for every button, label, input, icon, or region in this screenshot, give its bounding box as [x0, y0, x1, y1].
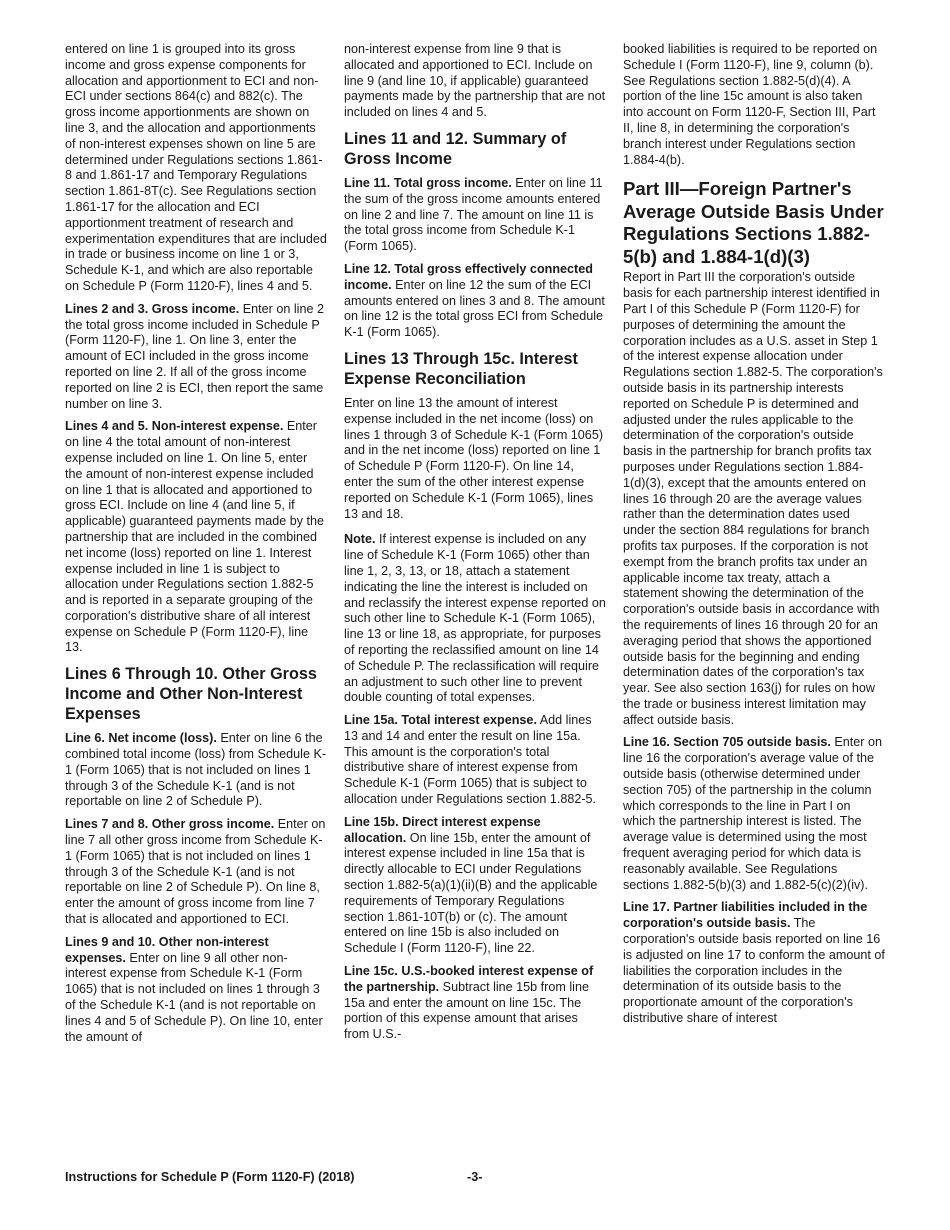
- section-heading-lines-11-12: Lines 11 and 12. Summary of Gross Income: [344, 129, 567, 168]
- paragraph-line-6: Line 6. Net income (loss). Enter on line 6 the combined total income (loss) from Schedule K-1 (Form 1065) that is not included on lines 1 through 3 of the Schedule K-1 (and is not reportable on line 2 of Schedule P).: [65, 731, 327, 809]
- paragraph: booked liabilities is required to be reported on Schedule I (Form 1120-F), line 9, column (b). See Regulations section 1.882-5(d)(4). A portion of the line 15c amount is also taken into account on Form 1120-F, Section III, Part II, line 8, in determining the corporation's branch interest under Regulations section 1.884-4(b).: [623, 42, 878, 167]
- page-number: -3-: [467, 1170, 483, 1184]
- run-in-heading: Line 15a. Total interest expense.: [344, 713, 537, 728]
- run-in-heading: Lines 9 and 10. Other non-interest expenses.: [65, 934, 269, 965]
- paragraph-line-16: Line 16. Section 705 outside basis. Enter on line 16 the corporation's average value of the outside basis (otherwise determined under section 705) of the partnership in the column which corresponds to the line in Part I on which the partnership interest is listed. The average value is determined using the most frequent averaging period for which data is reasonably available. See Regulations sections 1.882-5(b)(3) and 1.882-5(c)(2)(iv).: [623, 735, 882, 892]
- text-column-2: [344, 42, 606, 1050]
- run-in-heading: Line 11. Total gross income.: [344, 175, 512, 190]
- run-in-heading: Line 15c. U.S.-booked interest expense of the partnership.: [344, 964, 594, 994]
- text-column-3: [623, 42, 885, 1034]
- paragraph: Report in Part III the corporation's outside basis for each partnership interest identified in Part I of this Schedule P (Form 1120-F) for purposes of determining the amount the corporation includes as a U.S. asset in Step 1 of the interest expense allocation under Regulations section 1.882-5. The corporation's outside basis in its partnership interests reported on Schedule P is determined and adjusted under the rules applicable to the determination of the corporation's outside basis in the partnership for branch profits tax purposes under Regulations section 1.884-1(d)(3), except that the amounts entered on lines 16 through 20 are the average values rather than the determination dates used under the section 884 regulations for branch profits tax purposes. If the corporation is not exempt from the branch profits tax under an applicable income tax treaty, attach a statement showing the determination of the corporation's outside basis in accordance with the requirements of lines 16 through 20 for an averaging period that shows the apportioned outside basis for the beginning and ending determination dates of the corporation's tax year. See also section 163(j) for rules on how the trade or business interest limitation may affect outside basis.: [623, 270, 883, 727]
- paragraph-lines-4-5: Lines 4 and 5. Non-interest expense. Enter on line 4 the total amount of non-interest expense included on line 1. On line 5, enter the amount of non-interest expense included on line 1 that is allocated and apportioned to gross ECI. Include on line 4 (and line 5, if applicable) guaranteed payments made by the partnership that are included in the combined net income (loss) reported on line 1. Interest expense included in line 1 is subject to allocation under Regulations section 1.882-5 and is reported in a separate grouping of the corporation's distributive share of all interest expense on Schedule P (Form 1120-F), line 13.: [65, 419, 325, 655]
- paragraph: Enter on line 13 the amount of interest expense included in the net income (loss) on lines 1 through 3 of Schedule K-1 (Form 1065) and in the net income (loss) reported on line 1 of Schedule P (Form 1120-F). On line 14, enter the sum of the other interest expense reported on Schedule K-1 (Form 1065), lines 13 and 18.: [344, 395, 604, 521]
- run-in-heading: Line 16. Section 705 outside basis.: [623, 735, 831, 750]
- run-in-heading: Line 12. Total gross effectively connected income.: [344, 261, 593, 292]
- note-label: Note.: [344, 532, 376, 547]
- part-heading-part-iii: Part III—Foreign Partner's Average Outside Basis Under Regulations Sections 1.882-5(b) and 1.884-1(d)(3): [623, 178, 884, 267]
- run-in-heading: Lines 2 and 3. Gross income.: [65, 301, 240, 316]
- run-in-heading: Lines 4 and 5. Non-interest expense.: [65, 419, 284, 434]
- paragraph-line-15c: Line 15c. U.S.-booked interest expense of the partnership. Subtract line 15b from line 15a and enter the amount on line 15c. The portion of this expense amount that arises from U.S.-: [344, 964, 594, 1042]
- paragraph-line-15a: Line 15a. Total interest expense. Add lines 13 and 14 and enter the result on line 15a. This amount is the corporation's total distributive share of interest expense from Schedule K-1 (Form 1065) that is subject to allocation under Regulations section 1.882-5.: [344, 713, 597, 807]
- text-column-1: [65, 42, 327, 1052]
- run-in-heading: Line 17. Partner liabilities included in the corporation's outside basis.: [623, 900, 868, 931]
- paragraph-line-12: Line 12. Total gross effectively connected income. Enter on line 12 the sum of the ECI amounts entered on lines 3 and 8. The amount on line 12 is the total gross ECI from Schedule K-1 (Form 1065).: [344, 261, 605, 340]
- paragraph-line-15b: Line 15b. Direct interest expense allocation. On line 15b, enter the amount of interest expense included in line 15a that is directly allocable to ECI under Regulations section 1.882-5(a)(1)(ii)(B) and the applicable requirements of Temporary Regulations section 1.861-10T(b) or (c). The amount entered on line 15b is also included on Schedule I (Form 1120-F), line 22.: [344, 814, 598, 956]
- section-heading-lines-6-10: Lines 6 Through 10. Other Gross Income and Other Non-Interest Expenses: [65, 665, 317, 724]
- run-in-heading: Line 15b. Direct interest expense allocation.: [344, 814, 541, 845]
- paragraph-line-17: Line 17. Partner liabilities included in the corporation's outside basis. The corporation's outside basis reported on line 16 is adjusted on line 17 to conform the amount of liabilities the corporation includes in the determination of its outside basis to the proportionate amount of the corporation's distributive share of interest: [623, 900, 885, 1026]
- paragraph-lines-9-10: Lines 9 and 10. Other non-interest expenses. Enter on line 9 all other non-interest expense from Schedule K-1 (Form 1065) that is not included on lines 1 through 3 of the Schedule K-1 (and is not reportable on lines 4 and 5 of Schedule P). On line 10, enter the amount of: [65, 934, 323, 1044]
- run-in-heading: Lines 7 and 8. Other gross income.: [65, 817, 275, 832]
- note-paragraph: Note. If interest expense is included on any line of Schedule K-1 (Form 1065) other than line 1, 2, 3, 13, or 18, attach a statement indicating the line the interest is included on and reclassify the interest expense reported on such other line to Schedule K-1 (Form 1065), line 13 or line 18, as appropriate, for purposes of reporting the reclassified amount on line 14 of Schedule P. The reclassification will require an adjustment to such other line to prevent double counting of total expenses.: [344, 532, 606, 705]
- run-in-heading: Line 6. Net income (loss).: [65, 731, 217, 746]
- section-heading-lines-13-15c: Lines 13 Through 15c. Interest Expense Reconciliation: [344, 349, 578, 388]
- paragraph: non-interest expense from line 9 that is allocated and apportioned to ECI. Include on line 9 (and line 10, if applicable) guaranteed payments made by the partnership that are not included on lines 4 and 5.: [344, 42, 606, 120]
- paragraph-line-11: Line 11. Total gross income. Enter on line 11 the sum of the gross income amounts entered on line 2 and line 7. The amount on line 11 is the total gross income from Schedule K-1 (Form 1065).: [344, 175, 603, 254]
- paragraph: entered on line 1 is grouped into its gross income and gross expense components for allocation and apportionment to ECI and non-ECI under sections 864(c) and 882(c). The gross income apportionments are shown on line 3, and the allocation and apportionments of non-interest expenses shown on line 5 are determined under Regulations sections 1.861-8 and 1.861-17 and Temporary Regulations section 1.861-8T(c). See Regulations section 1.861-17 for the allocation and ECI apportionment treatment of research and experimentation expenditures that are included in trade or business income on line 1 or 3, Schedule K-1, and which are also reportable on Schedule P (Form 1120-F), lines 4 and 5.: [65, 42, 327, 293]
- footer-document-title: Instructions for Schedule P (Form 1120-F) (2018): [65, 1170, 355, 1184]
- paragraph-lines-2-3: Lines 2 and 3. Gross income. Enter on line 2 the total gross income included in Schedule P (Form 1120-F), line 1. On line 3, enter the amount of ECI included in the gross income reported on line 2. If all of the gross income reported on line 2 is ECI, then report the same number on line 3.: [65, 301, 324, 411]
- paragraph-lines-7-8: Lines 7 and 8. Other gross income. Enter on line 7 all other gross income from Schedule K-1 (Form 1065) that is not included on lines 1 through 3 of the Schedule K-1 (and is not reportable on line 2 of Schedule P). On line 8, enter the amount of gross income from line 7 that is allocated and apportioned to ECI.: [65, 817, 326, 927]
